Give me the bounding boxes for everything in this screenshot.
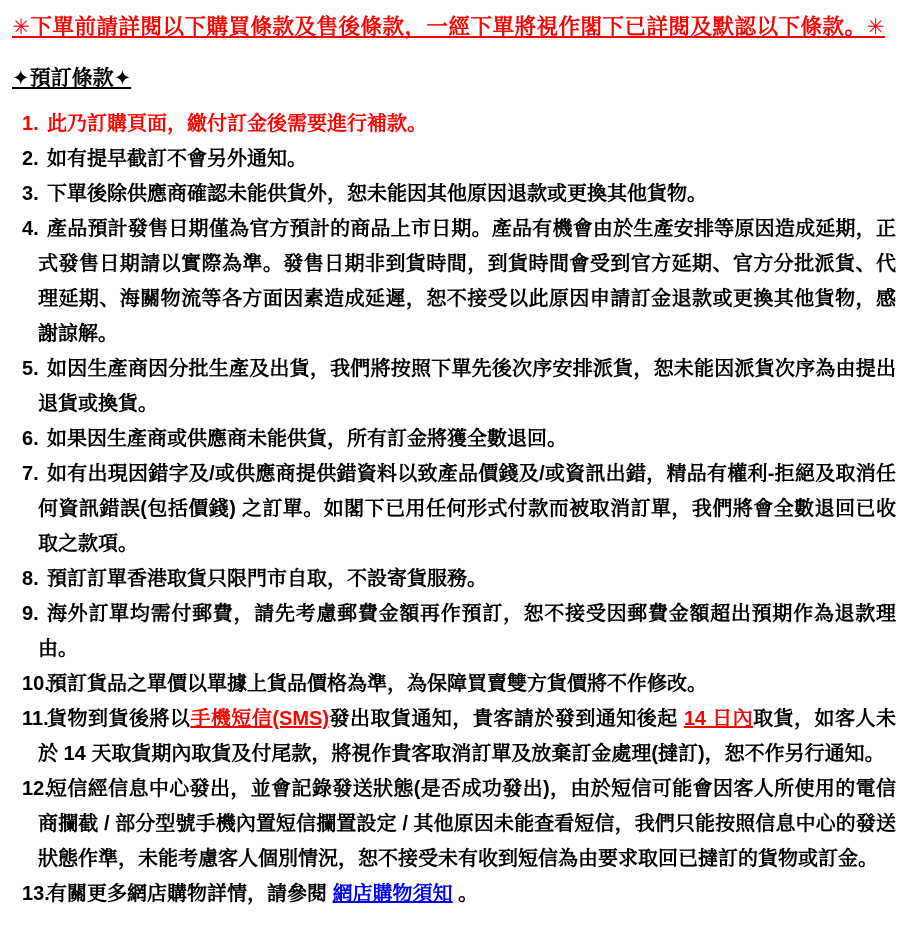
term-item-10: [12, 667, 896, 702]
term-number: 5.: [22, 358, 39, 380]
term-item-7: [12, 457, 896, 562]
term-number: 3.: [22, 183, 39, 205]
term-item-8: [12, 562, 896, 597]
term-text: 產品預計發售日期僅為官方預計的商品上市日期。產品有機會由於生產安排等原因造成延期，正式發售日期請以實際為準。發售日期非到貨時間，到貨時間會受到官方延期、官方分批派貨、代理延期、海關物流等各方面因素造成延遲，恕不接受以此原因申請訂金退款或更換其他貨物，感謝諒解。: [38, 218, 896, 345]
section-title-preorder-terms: ✦預訂條款✦: [12, 67, 132, 90]
term-number: 4.: [22, 218, 39, 240]
term-item-9: [12, 597, 896, 667]
terms-list: [12, 107, 896, 912]
term-number: 9.: [22, 603, 39, 625]
term-text: 海外訂單均需付郵費，請先考慮郵費金額再作預訂，恕不接受因郵費金額超出預期作為退款理由。: [38, 603, 896, 660]
term-number: 13.: [22, 883, 50, 905]
term-text: 如有出現因錯字及/或供應商提供錯資料以致產品價錢及/或資訊出錯，精品有權利-拒絕及取消任何資訊錯誤(包括價錢) 之訂單。如閣下已用任何形式付款而被取消訂單，我們將會全數退回已收取之款項。: [38, 463, 896, 555]
term-text: 。: [452, 883, 479, 905]
term-number: 12.: [22, 778, 50, 800]
term-text: 如有提早截訂不會另外通知。: [47, 148, 307, 170]
term-item-1: [12, 107, 896, 142]
term-number: 8.: [22, 568, 39, 590]
term-item-13: [12, 877, 896, 912]
term-text: 發出取貨通知，貴客請於發到通知後起: [329, 708, 684, 730]
term-text: 貨物到貨後將以: [47, 708, 191, 730]
term-text: 取貨，如客人未於 14 天取貨期內取貨及付尾款，將視作貴客取消訂單及放棄訂金處理(撻訂)，恕不作另行通知。: [38, 708, 896, 765]
term-number: 10.: [22, 673, 50, 695]
term-item-12: [12, 772, 896, 877]
term-text: 有關更多網店購物詳情，請參閱: [47, 883, 333, 905]
pre-order-notice-banner: ✳下單前請詳閱以下購買條款及售後條款，一經下單將視作閣下已詳閱及默認以下條款。✳: [12, 15, 886, 39]
term-number: 7.: [22, 463, 39, 485]
term-text: 預訂貨品之單價以單據上貨品價格為準，為保障買賣雙方貨價將不作修改。: [47, 673, 707, 695]
term-text: 預訂訂單香港取貨只限門市自取，不設寄貨服務。: [47, 568, 487, 590]
term-item-4: [12, 212, 896, 352]
term-item-6: [12, 422, 896, 457]
term-text: 短信經信息中心發出，並會記錄發送狀態(是否成功發出)，由於短信可能會因客人所使用的電信商攔截 / 部分型號手機內置短信攔置設定 / 其他原因未能查看短信，我們只能按照信息中心的發送狀態作準，未能考慮客人個別情況，恕不接受未有收到短信為由要求取回已撻訂的貨物或訂金。: [38, 778, 896, 870]
term-item-11: [12, 702, 896, 772]
term-item-5: [12, 352, 896, 422]
term-text: 下單後除供應商確認未能供貨外，恕未能因其他原因退款或更換其他貨物。: [47, 183, 707, 205]
term-item-3: [12, 177, 896, 212]
store-shopping-guide-link[interactable]: 網店購物須知: [332, 883, 453, 905]
term-number: 6.: [22, 428, 39, 450]
term-number: 11.: [22, 708, 49, 730]
term-text: 此乃訂購頁面，繳付訂金後需要進行補款。: [47, 113, 427, 135]
term-text: 如果因生產商或供應商未能供貨，所有訂金將獲全數退回。: [47, 428, 567, 450]
term-number: 1.: [22, 113, 39, 135]
term-number: 2.: [22, 148, 39, 170]
term-item-2: [12, 142, 896, 177]
pickup-deadline-link[interactable]: 14 日內: [683, 708, 754, 730]
sms-notice-link[interactable]: 手機短信(SMS): [190, 708, 330, 730]
term-text: 如因生產商因分批生產及出貨，我們將按照下單先後次序安排派貨，恕未能因派貨次序為由提出退貨或換貨。: [38, 358, 896, 415]
